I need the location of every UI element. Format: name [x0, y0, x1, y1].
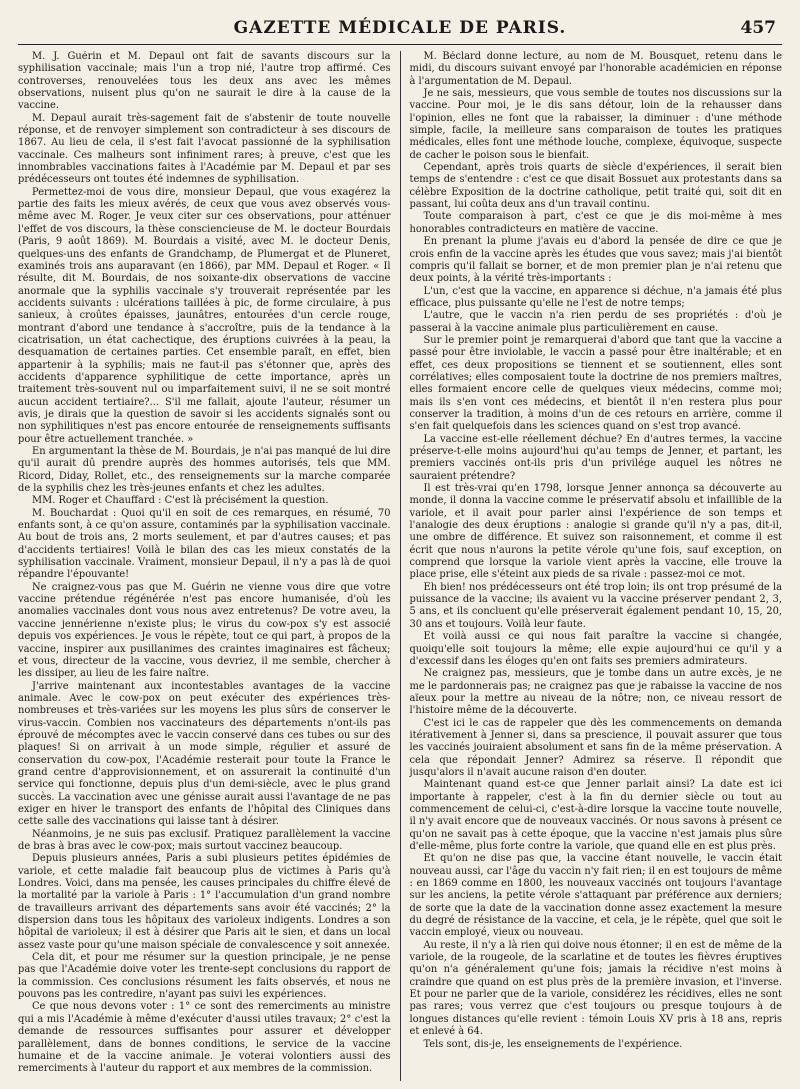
paragraph: Il est très-vrai qu'en 1798, lorsque Jenner annonça sa découverte au monde, il donna la vaccine comme le préservatif absolu et infaillible de la variole, et il avait pour parler ainsi l'expérience de son temps et l'analogie des deux éruptions : analogie si grande qu'il n'y a pas, dit-il, une ombre de différence. Et suivez son raisonnement, et comme il est écrit que nous n'aurons la petite vérole qu'une fois, sauf exception, on comprend que lorsque la variole vient après la vaccine, elle trouve la place prise, elle s'éteint aux pieds de sa rivale : passez-moi ce mot.	[409, 483, 782, 581]
paragraph: C'est ici le cas de rappeler que dès les commencements on demanda itérativement à Jenner si, dans sa prescience, il pouvait assurer que tous les vaccinés jouiraient absolument et sans fin de la même préservation. A cela que répondait Jenner? Admirez sa réserve. Il répondit que jusqu'alors il n'avait aucune raison d'en douter.	[409, 717, 782, 778]
paragraph: M. Depaul aurait très-sagement fait de s'abstenir de toute nouvelle réponse, et de renvoyer simplement son contradicteur à ses discours de 1867. Au lieu de cela, il s'est fait l'avocat passionné de la syphilisation vaccinale. Ces malheurs sont infiniment rares; à preuve, c'est que les innombrables vaccinations faites à l'Académie par M. Depaul et par ses prédécesseurs ont toutes été indemnes de syphilisation.	[18, 112, 391, 186]
paragraph: Ne craignez pas, messieurs, que je tombe dans un autre excès, je ne me le pardonnerais pas; ne craignez pas que je rabaisse la vaccine de nos aïeux pour la mettre au niveau de la nôtre; non, ce niveau ressort de l'histoire même de la découverte.	[409, 668, 782, 717]
paragraph: MM. Roger et Chauffard : C'est là précisément la question.	[32, 495, 329, 507]
paragraph: Permettez-moi de vous dire, monsieur Depaul, que vous exagérez la partie des faits les mieux avérés, de ceux que vous avez observés vous-même avec M. Roger. Je veux citer sur ces observations, pour atténuer l'effet de vos discours, la thèse consciencieuse de M. le docteur Bourdais (Paris, 9 août 1869). M. Bourdais a visité, avec M. le docteur Denis, quelques-uns des enfants de Grandchamp, de Plumergat et de Pluneret, examinés trois ans auparavant (en 1866), par MM. Depaul et Roger. « Il résulte, dit M. Bourdais, de nos soixante-dix observations de vaccine anormale que la syphilis vaccinale s'y trouverait représentée par les accidents suivants : ulcérations taillées à pic, de forme circulaire, à pus sanieux, à croûtes épaisses, jaunâtres, entourées d'un cercle rouge, montrant d'abord une tendance à s'accroître, puis de la tendance à la cicatrisation, un état cachectique, des éruptions cuivrées à la peau, la desquamation de certaines parties. Cet ensemble paraît, en effet, bien appartenir à la syphilis; mais ne faut-il pas s'étonner que, après des accidents d'apparence syphilitique de cette importance, après un traitement très-souvent nul ou imparfaitement suivi, il ne se soit montré aucun accident tertiaire?... S'il me fallait, ajoute l'auteur, résumer un avis, je dirais que la question de savoir si les accidents signalés sont ou non syphilitiques n'est pas encore entourée de renseignements suffisants pour être actuellement tranchée. »	[18, 186, 391, 445]
paragraph: M. J. Guérin et M. Depaul ont fait de savants discours sur la syphilisation vaccinale; mais l'un a trop nié, l'autre trop affirmé. Ces controverses, renouvelées tous les deux ans avec les mêmes observations, nuisent plus qu'on ne saurait le dire à la cause de la vaccine.	[18, 51, 391, 112]
paragraph: Sur le premier point je remarquerai d'abord que tant que la vaccine a passé pour être inviolable, le vaccin a passé pour être inaltérable; et en effet, ces deux propositions se tiennent et se soutiennent, elles sont corrélatives; elles composaient toute la doctrine de nos premiers maîtres, elles formaient encore celle de quelques vieux médecins, comme moi; mais ils s'en vont ces médecins, et bientôt il n'en restera plus pour conserver la tradition, à moins d'un de ces retours en arrière, comme il s'en fait quelquefois dans les sciences quand on s'est trop avancé.	[409, 334, 782, 433]
left-column	[18, 51, 391, 1081]
right-column	[409, 51, 782, 1081]
paragraph: Cela dit, et pour me résumer sur la question principale, je ne pense pas que l'Académie doive voter les trente-sept conclusions du rapport de la commission. Ces conclusions résument les faits observés, et nous ne pouvons pas les contredire, n'ayant pas suivi les expériences.	[18, 952, 391, 1001]
paragraph: Ne craignez-vous pas que M. Guérin ne vienne vous dire que votre vaccine prétendue régénérée n'est pas encore humanisée, d'où les anomalies vaccinales dont vous nous avez entretenus? De votre aveu, la vaccine jennérienne n'existe plus; le virus du cow-pox s'y est associé depuis vos expériences. Je vous le répète, tout ce qui part, à propos de la vaccine, inspirer aux pusillanimes des craintes imaginaires est fâcheux; et vous, directeur de la vaccine, vous devriez, il me semble, chercher à les dissiper, au lieu de les faire naître.	[18, 581, 391, 680]
paragraph: En argumentant la thèse de M. Bourdais, je n'ai pas manqué de lui dire qu'il aurait dû prendre auprès des hommes autorisés, tels que MM. Ricord, Diday, Rollet, etc., des renseignements sur la marche comparée de la syphilis chez les très-jeunes enfants et chez les adultes.	[18, 446, 391, 495]
paragraph: Au reste, il n'y a là rien qui doive nous étonner; il en est de même de la variole, de la rougeole, de la scarlatine et de toutes les fièvres éruptives qu'on n'a généralement qu'une fois; jamais la récidive n'est moins à craindre que quand on est plus près de la première invasion, et l'inverse. Et pour ne parler que de la variole, considérez les récidives, elles ne sont pas rares; vous verrez que c'est toujours ou presque toujours à de longues distances qu'elle revient : témoin Louis XV pris à 18 ans, repris et enlevé à 64.	[409, 939, 782, 1038]
paragraph: Ce que nous devons voter : 1° ce sont des remerciments au ministre qui a mis l'Académie à même d'exécuter d'aussi utiles travaux; 2° c'est la demande de ressources suffisantes pour assurer et développer parallèlement, dans de bonnes conditions, le service de la vaccine humaine et de la vaccine animale. Je voterai volontiers aussi des remerciments à l'auteur du rapport et aux membres de la commission.	[18, 1001, 391, 1075]
paragraph: La vaccine est-elle réellement déchue? En d'autres termes, la vaccine préserve-t-elle moins aujourd'hui qu'au temps de Jenner, et partant, les premiers vaccinés ont-ils pris d'un privilége auquel les nôtres ne sauraient prétendre?	[409, 433, 782, 482]
paragraph: Et qu'on ne dise pas que, la vaccine étant nouvelle, le vaccin était nouveau aussi, car l'âge du vaccin n'y fait rien; il en est toujours de même : en 1869 comme en 1800, les nouveaux vaccinés ont toujours l'avantage sur les anciens, la petite vérole s'attaquant par préférence aux derniers; de sorte que la date de la vaccination donne assez exactement la mesure du degré de résistance de la vaccine, et cela, je le répète, quel que soit le vaccin employé, vieux ou nouveau.	[409, 853, 782, 939]
journal-title: GAZETTE MÉDICALE DE PARIS.	[233, 18, 567, 38]
paragraph: En prenant la plume j'avais eu d'abord la pensée de dire ce que je crois enfin de la vaccine après les études que vous savez; mais j'ai bientôt compris qu'il fallait se borner, et de mon premier plan je n'ai retenu que deux points, à la vérité très-importants :	[409, 236, 782, 285]
paragraph: Maintenant quand est-ce que Jenner parlait ainsi? La date est ici importante à rappeler, c'est à la fin du dernier siècle ou tout au commencement de celui-ci, c'est-à-dire lorsque la vaccine toute nouvelle, il n'y avait encore que de nouveaux vaccinés. Or nous savons à présent ce qu'on ne savait pas à cette époque, que la vaccine n'est jamais plus sûre d'elle-même, plus forte contre la variole, que quand elle en est plus près.	[409, 779, 782, 852]
page-number: 457	[740, 18, 776, 38]
paragraph: Et voilà aussi ce qui nous fait paraître la vaccine si changée, quoiqu'elle soit toujours la même; elle expie aujourd'hui ce qu'il y a d'excessif dans les éloges qu'en ont faits ses premiers admirateurs.	[409, 631, 782, 667]
paragraph: Je ne sais, messieurs, que vous semble de toutes nos discussions sur la vaccine. Pour moi, je le dis sans détour, loin de la rehausser dans l'opinion, elles ne font que la rabaisser, la diminuer : d'une méthode simple, facile, la meilleure sans comparaison de toutes les pratiques médicales, elles font une méthode louche, complexe, équivoque, suspecte de cacher le poison sous le bienfait.	[409, 88, 782, 161]
paragraph: Néanmoins, je ne suis pas exclusif. Pratiquez parallèlement la vaccine de bras à bras avec le cow-pox; mais surtout vaccinez beaucoup.	[18, 828, 391, 852]
paragraph: Eh bien! nos prédécesseurs ont été trop loin; ils ont trop présumé de la puissance de la vaccine; ils avaient vu la vaccine préserver pendant 2, 3, 5 ans, et ils concluent qu'elle préserverait également pendant 10, 15, 20, 30 ans et toujours. Voilà leur faute.	[409, 581, 782, 630]
paragraph: Tels sont, dis-je, les enseignements de l'expérience.	[423, 1038, 683, 1050]
paragraph: M. Bouchardat : Quoi qu'il en soit de ces remarques, en résumé, 70 enfants sont, à ce qu'on assure, contaminés par la syphilisation vaccinale. Au bout de trois ans, 2 morts seulement, et par d'autres causes; et pas d'accidents tertiaires! Voilà le bilan des cas les mieux constatés de la syphilisation vaccinale. Vraiment, monsieur Depaul, il n'y a pas là de quoi répandre l'épouvante!	[18, 507, 391, 581]
page-header	[18, 14, 782, 45]
text-columns	[18, 51, 782, 1081]
paragraph: Cependant, après trois quarts de siècle d'expériences, il serait bien temps de s'entendre : c'est ce que disait Bossuet aux protestants dans sa célèbre Exposition de la doctrine catholique, petit traité qui, soit dit en passant, lui coûta deux ans d'un travail continu.	[409, 162, 782, 211]
paragraph: M. Béclard donne lecture, au nom de M. Bousquet, retenu dans le midi, du discours suivant envoyé par l'honorable académicien en réponse à l'argumentation de M. Depaul.	[409, 51, 782, 87]
column-divider	[400, 51, 401, 1081]
paragraph: J'arrive maintenant aux incontestables avantages de la vaccine animale. Avec le cow-pox on peut exécuter des expériences très-nombreuses et très-variées sur les moyens les plus sûrs de conserver le virus-vaccin. Combien nos vaccinateurs des départements n'ont-ils pas éprouvé de mécomptes avec le vaccin conservé dans ces tubes ou sur des plaques! Si on arrivait à un mode simple, régulier et assuré de conservation du cow-pox, l'Académie resterait pour toute la France le grand centre d'approvisionnement, et on assurerait la continuité d'un service qui fonctionne, depuis plus d'un demi-siècle, avec le plus grand succès. La vaccination avec une génisse aurait aussi l'avantage de ne pas exiger en hiver le transport des enfants de l'hôpital des Cliniques dans cette salle des vaccinations qui laisse tant à désirer.	[18, 680, 391, 828]
paragraph: L'un, c'est que la vaccine, en apparence si déchue, n'a jamais été plus efficace, plus puissante qu'elle ne l'est de notre temps;	[409, 285, 782, 309]
paragraph: Depuis plusieurs années, Paris a subi plusieurs petites épidémies de variole, et cette maladie fait beaucoup plus de victimes à Paris qu'à Londres. Voici, dans ma pensée, les causes principales du chiffre élevé de la mortalité par la variole à Paris : 1° l'accumulation d'un grand nombre de travailleurs arrivant des départements sans avoir été vaccinés; 2° la dispersion dans tous les hôpitaux des varioleux indigents. Londres a son hôpital de varioleux; il est à désirer que Paris ait le sien, et dans un local assez vaste pour qu'une maison spéciale de convalescence y soit annexée.	[18, 853, 391, 951]
paragraph: Toute comparaison à part, c'est ce que je dis moi-même à mes honorables contradicteurs en matière de vaccine.	[409, 211, 782, 235]
paragraph: L'autre, que le vaccin n'a rien perdu de ses propriétés : d'où je passerai à la vaccine animale plus particulièrement en cause.	[409, 310, 782, 334]
